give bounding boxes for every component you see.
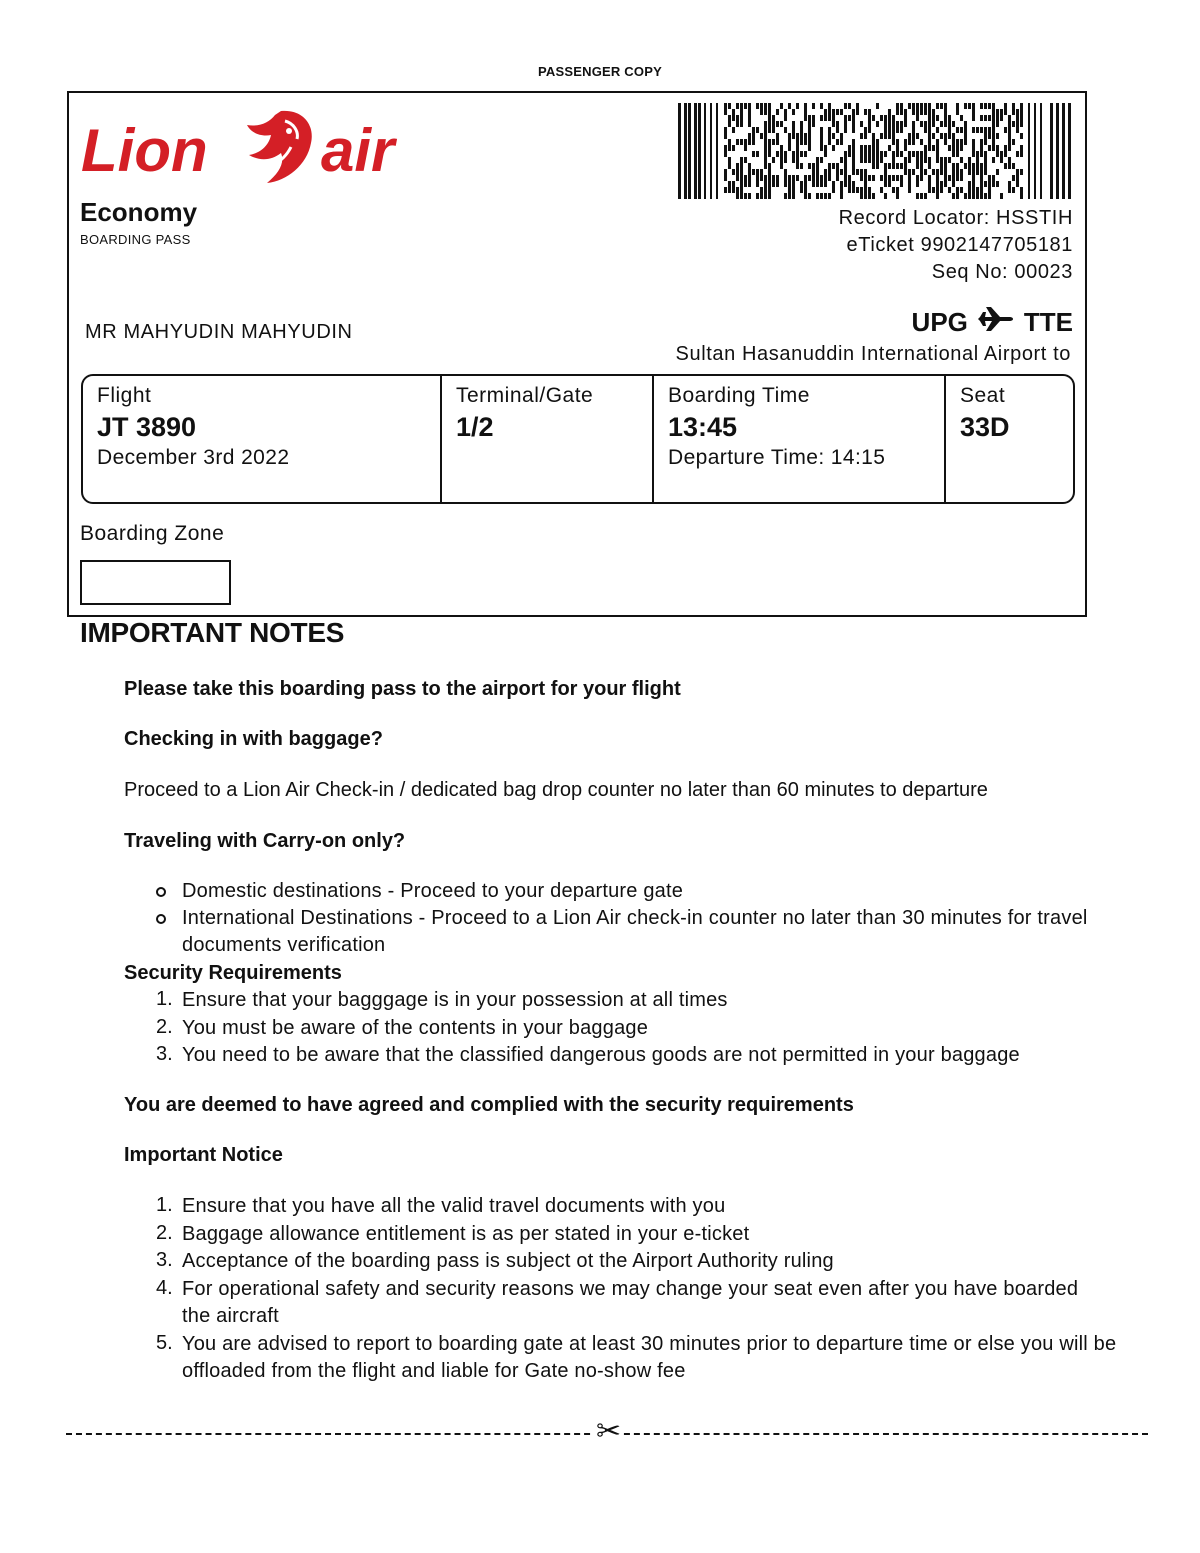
- boarding-zone-box: [80, 560, 231, 605]
- eticket-number: eTicket 9902147705181: [846, 234, 1073, 256]
- flight-info-box: [81, 374, 1075, 504]
- agreement-note: You are deemed to have agreed and complied with the security requirements: [124, 1094, 854, 1116]
- baggage-heading: Checking in with baggage?: [124, 728, 383, 750]
- flight-cell: [83, 376, 440, 502]
- flight-number: JT 3890: [97, 412, 197, 442]
- important-notice-heading: Important Notice: [124, 1144, 283, 1166]
- svg-text:air: air: [321, 117, 395, 184]
- gate-value: 1/2: [456, 412, 494, 442]
- boarding-zone-label: Boarding Zone: [80, 522, 225, 545]
- security-heading: Security Requirements: [124, 962, 342, 984]
- seat-cell: [944, 376, 1075, 502]
- gate-cell: [440, 376, 654, 502]
- boarding-pass-label: BOARDING PASS: [80, 232, 191, 247]
- airplane-icon: [978, 305, 1014, 340]
- security-item-1: Ensure that your bagggage is in your possession at all times: [182, 989, 728, 1011]
- bullet-icon: [156, 887, 166, 897]
- notice-item-5: You are advised to report to boarding gate at least 30 minutes prior to departure time or else you will be offloaded from the flight and liable for Gate no-show fee: [182, 1333, 1117, 1382]
- list-number: 1.: [156, 1194, 173, 1216]
- notice-item-4: For operational safety and security reasons we may change your seat even after you have boarded the aircraft: [182, 1278, 1079, 1327]
- cabin-class: Economy: [80, 197, 198, 227]
- barcode: [678, 103, 1074, 199]
- svg-text:Lion: Lion: [81, 117, 208, 184]
- security-item-2: You must be aware of the contents in your baggage: [182, 1017, 649, 1039]
- notice-item-1: Ensure that you have all the valid travel documents with you: [182, 1195, 726, 1217]
- departure-time: Departure Time: 14:15: [668, 446, 886, 469]
- departure-airport: Sultan Hasanuddin International Airport to: [675, 343, 1071, 365]
- list-number: 2.: [156, 1222, 173, 1244]
- list-number: 1.: [156, 988, 173, 1010]
- passenger-name: MR MAHYUDIN MAHYUDIN: [85, 321, 353, 343]
- flight-date: December 3rd 2022: [97, 446, 290, 469]
- seat-label: Seat: [960, 384, 1006, 407]
- take-pass-note: Please take this boarding pass to the airport for your flight: [124, 678, 681, 700]
- boarding-time-cell: [652, 376, 944, 502]
- sequence-number: Seq No: 00023: [931, 261, 1073, 283]
- carry-item-2: International Destinations - Proceed to a Lion Air check-in counter no later than 30 minutes for travel documents verification: [182, 907, 1088, 956]
- bullet-icon: [156, 914, 166, 924]
- gate-label: Terminal/Gate: [456, 384, 594, 407]
- passenger-copy-label: PASSENGER COPY: [538, 64, 662, 79]
- record-locator: Record Locator: HSSTIH: [838, 207, 1073, 229]
- security-item-3: You need to be aware that the classified dangerous goods are not permitted in your baggage: [182, 1044, 1020, 1066]
- important-notes-title: IMPORTANT NOTES: [80, 617, 345, 648]
- origin-code: UPG: [911, 307, 968, 337]
- notice-item-3: Acceptance of the boarding pass is subject ot the Airport Authority ruling: [182, 1250, 834, 1272]
- route: [912, 305, 1073, 340]
- carry-on-heading: Traveling with Carry-on only?: [124, 830, 406, 852]
- lion-head-icon: [247, 111, 312, 183]
- baggage-text: Proceed to a Lion Air Check-in / dedicated bag drop counter no later than 60 minutes to departure: [124, 779, 988, 801]
- list-number: 2.: [156, 1016, 173, 1038]
- list-number: 3.: [156, 1249, 173, 1271]
- scissors-icon: ✂: [596, 1415, 622, 1448]
- notice-item-2: Baggage allowance entitlement is as per stated in your e-ticket: [182, 1223, 750, 1245]
- flight-label: Flight: [97, 384, 152, 407]
- boarding-time-label: Boarding Time: [668, 384, 810, 407]
- list-number: 5.: [156, 1332, 173, 1354]
- boarding-pass-card: [67, 91, 1087, 617]
- list-number: 4.: [156, 1277, 173, 1299]
- list-number: 3.: [156, 1043, 173, 1065]
- seat-value: 33D: [960, 412, 1010, 442]
- carry-item-1: Domestic destinations - Proceed to your departure gate: [182, 880, 684, 902]
- destination-code: TTE: [1023, 307, 1073, 337]
- boarding-time-value: 13:45: [668, 412, 738, 442]
- lion-air-logo: [81, 101, 411, 193]
